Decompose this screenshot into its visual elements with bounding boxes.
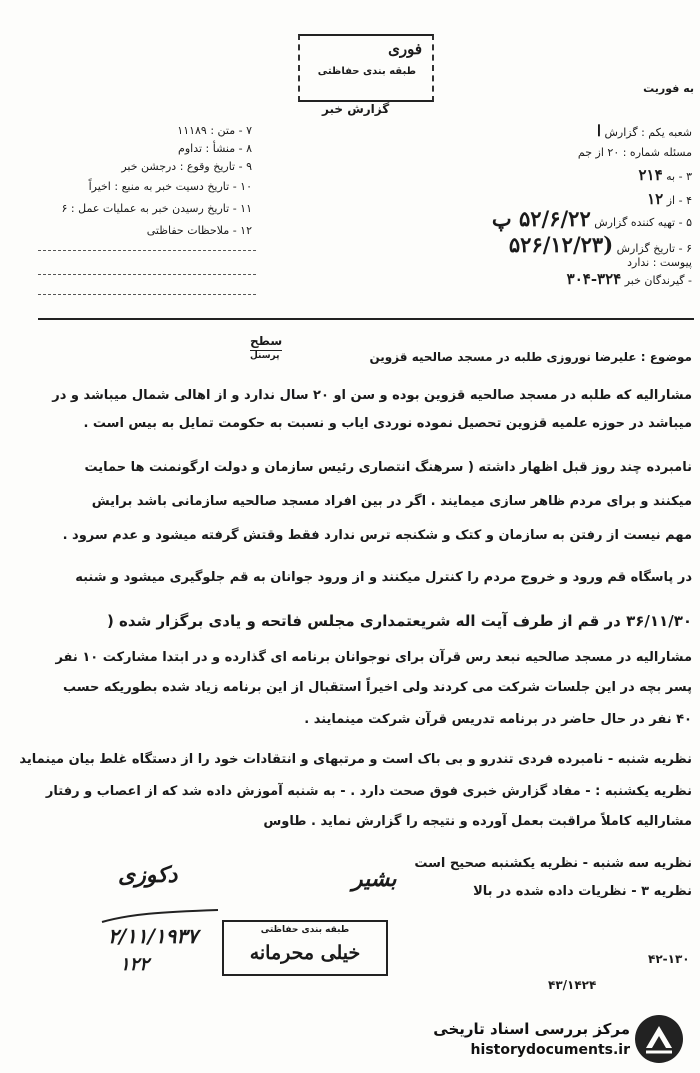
divider (38, 294, 256, 295)
watermark (433, 1020, 630, 1058)
body-line: میکنند و برای مردم ظاهر سازی میمایند . اگر در بین افراد مسجد صالحیه سازمانی باشد برایش (91, 494, 692, 509)
body-line: نظریه ۳ - نظریات داده شده در بالا (473, 884, 692, 899)
body-line: پسر بچه در این جلسات شرکت می کردند ولی اخیراً استقبال از این برنامه زیاد شده بطوریکه حسب (63, 680, 692, 695)
signature-left-number: ۱۲۲ (120, 954, 150, 975)
field-value: ۲۱۴ (638, 166, 663, 184)
top-classification-stamp (298, 34, 434, 102)
body-line: نظریه سه شنبه - نظریه یکشنبه صحیح است (414, 856, 692, 871)
left-field: ۹ - تاریخ وقوع : درجشن خبر (121, 160, 252, 173)
signature-left-top: دکوزی (118, 862, 178, 888)
subject-mark-bottom: پرسنل (250, 350, 282, 361)
subject-mark-top: سطح (250, 334, 283, 348)
left-field: ۱۲ - ملاحظات حفاظتی (146, 224, 252, 237)
field-value: ا (596, 122, 601, 140)
right-field (509, 232, 692, 257)
stamp-priority-text: فوری (388, 40, 422, 58)
bottom-code-archive: ۴۳/۱۴۲۴ (548, 978, 597, 992)
header-divider (38, 318, 694, 320)
divider (38, 274, 256, 275)
field-value: (۵۲۶/۱۲/۲۳ (508, 232, 614, 257)
subject-mark (250, 334, 282, 361)
body-line: نامبرده چند روز قبل اظهار داشته ( سرهنگ انتصاری رئیس سازمان و دولت ارگونمنت ها حمایت (84, 460, 692, 475)
body-line: نظریه یکشنبه : - مفاد گزارش خبری فوق صحت دارد . - به شنبه آموزش داده شد که از اعصاب و رفتار (45, 784, 692, 799)
report-type-title: گزارش خبر (322, 102, 390, 116)
bottom-code: ۴۲-۱۳۰ (648, 952, 690, 966)
bottom-classification-stamp (222, 920, 388, 976)
body-line: میباشد در حوزه علمیه قزوین تحصیل نموده نوردی ایاب و نسبت به حکومت تمایل به بیس است . (83, 416, 692, 431)
left-field: ۱۰ - تاریخ دسیت خبر به منبع : اخیراً (88, 180, 252, 193)
edge-label: به فوریت (643, 82, 694, 95)
body-line: مشارالیه در مسجد صالحیه نبعد رس قرآن برای نوجوانان برنامه ای گذارده و در ابتدا مشارکت ۱۰ نفر (55, 650, 692, 665)
right-field (638, 166, 692, 184)
body-line: مشارالیه که طلبه در مسجد صالحیه قزوین بوده و سن او ۲۰ سال ندارد و از اهالی شمال میباشد و در (52, 388, 692, 403)
watermark-title: مرکز بررسی اسناد تاریخی (433, 1020, 630, 1038)
right-field (627, 256, 692, 269)
archive-logo-icon (632, 1012, 686, 1066)
body-line: در پاسگاه قم ورود و خروج مردم را کنترل میکنند و از ورود جوانان به قم جلوگیری میشود و شنبه (75, 570, 692, 585)
right-field (597, 122, 692, 140)
signature-center: بشیر (352, 866, 397, 892)
signature-left-date: ۲/۱۱/۱۹۳۷ (108, 924, 198, 948)
bottom-stamp-label: طبقه بندی حفاظتی (260, 925, 350, 935)
body-line: ۴۰ نفر در حال حاضر در برنامه تدریس قرآن شرکت مینمایند . (304, 712, 692, 727)
field-value: ۵۲/۶/۲۲ پ (491, 206, 591, 231)
field-label: ۴ - از (666, 194, 692, 207)
field-label: ۶ - تاریخ گزارش (616, 242, 692, 255)
bottom-stamp-value: خیلی محرمانه (249, 942, 361, 964)
stamp-classification-label: طبقه بندی حفاظتی (317, 66, 416, 77)
field-label: مسئله شماره : ۲۰ از جم (577, 146, 692, 159)
field-label: پیوست : ندارد (627, 256, 692, 269)
body-line: نظریه شنبه - نامبرده فردی تندرو و بی باک است و مرتبهای و انتقادات خود را از دستگاه غلط بیان مینماید (19, 752, 692, 767)
right-field (492, 206, 692, 231)
right-field (578, 146, 692, 159)
field-value: ۱۲ (647, 190, 664, 208)
body-line: مشارالیه کاملاً مراقبت بعمل آورده و نتیجه را گزارش نماید . طاوس (263, 814, 692, 829)
field-label: ۵ - تهیه کننده گزارش (594, 216, 692, 229)
left-field: ۷ - متن : ۱۱۱۸۹ (177, 124, 252, 137)
body-line: مهم نیست از رفتن به سازمان و کتک و شکنجه ترس ندارد فقط وقتش گرفته میشود و عدم سرود . (62, 528, 692, 543)
field-label: ۳ - به (666, 170, 692, 183)
divider (38, 250, 256, 251)
field-label: شعبه یکم : گزارش (604, 126, 692, 139)
watermark-url: historydocuments.ir (470, 1042, 630, 1058)
left-field: ۱۱ - تاریخ رسیدن خبر به عملیات عمل : ۶ (61, 202, 252, 215)
left-field: ۸ - منشأ : تداوم (178, 142, 252, 155)
right-field (567, 270, 692, 288)
field-label: - گیرندگان خبر (624, 274, 692, 287)
body-line: ۳۶/۱۱/۳۰ در قم از طرف آیت اله شریعتمداری مجلس فاتحه و یادی برگزار شده ( (106, 612, 692, 630)
subject-line: موضوع : علیرضا نوروزی طلبه در مسجد صالحیه قزوین (369, 350, 692, 364)
field-value: ۳۲۴-۳۰۴ (566, 270, 622, 288)
